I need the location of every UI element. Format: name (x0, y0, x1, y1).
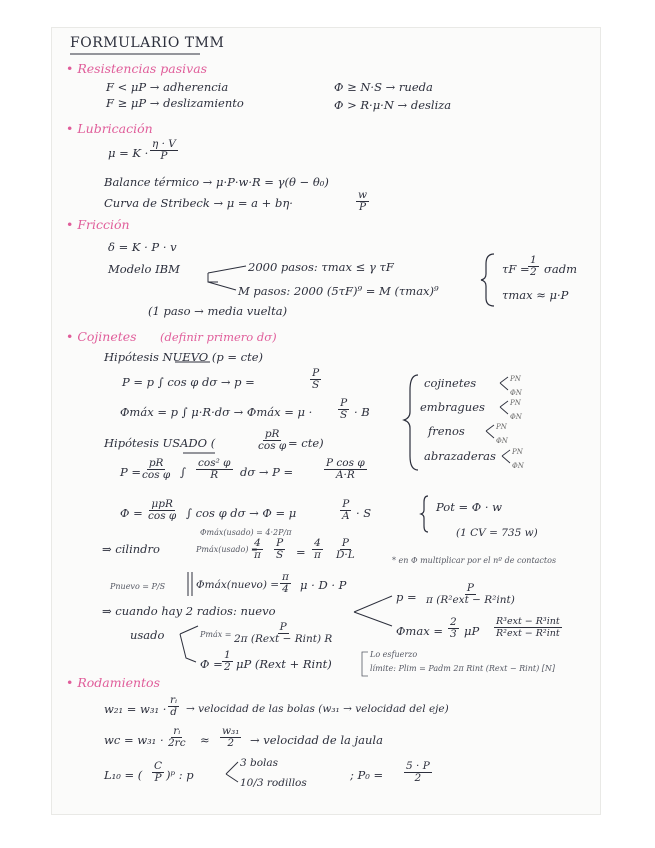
lateral-frenos: frenos (428, 424, 465, 438)
fraction-numerator: μpR (151, 498, 173, 510)
fraction-numerator: 5 · P (406, 760, 430, 772)
formula-balance-termico: Balance térmico → μ·P·w·R = γ(θ − θ₀) (104, 175, 329, 189)
cilindro-label: ⇒ cilindro (102, 542, 160, 556)
dos-radios-p-label: p = (396, 590, 417, 604)
fraction-denominator: S (340, 409, 348, 421)
paso-note: (1 paso → media vuelta) (148, 304, 288, 318)
tau-f-label: τF = (502, 262, 530, 276)
formula-w21-label: w₂₁ = w₃₁ · (104, 702, 167, 716)
fraction-denominator: π (314, 549, 321, 561)
p-nuevo-note: Pnuevo = P/S (110, 582, 166, 591)
formula-wc-fraction-2 (220, 726, 241, 749)
fraction-denominator: 2rc (168, 737, 186, 749)
formula-p-usado-label: P = (120, 465, 142, 479)
fraction-numerator: P (276, 537, 284, 549)
formula-desliza: Φ > R·μ·N → desliza (334, 98, 452, 112)
phi-max-nuevo-box-tail: μ · D · P (300, 578, 347, 592)
lateral-abrazaderas-pn: PN (512, 448, 523, 456)
fraction-numerator: P cos φ (326, 457, 365, 469)
formula-wc-approx: ≈ (200, 733, 210, 747)
section-heading-friccion: • Fricción (66, 217, 130, 232)
fraction-numerator: P (312, 367, 320, 379)
formula-phi-usado-tail: · S (356, 506, 372, 520)
fraction-numerator: 4 (314, 537, 321, 549)
fraction-numerator: P (342, 498, 350, 510)
potencia-formula: Pot = Φ · w (436, 500, 503, 514)
formula-mu-label: μ = K · (108, 146, 149, 160)
dos-radios-phi-ratio (494, 616, 562, 639)
fraction-numerator: R³ext − R³int (496, 616, 560, 627)
formula-phi-usado-result-fraction (340, 499, 352, 522)
cilindro-frac-2 (274, 538, 285, 561)
hipotesis-usado: Hipótesis USADO ( (104, 436, 216, 450)
hipotesis-usado-tail: = cte) (288, 436, 324, 450)
section-heading-rodamientos: • Rodamientos (66, 675, 161, 690)
fraction-denominator: P (358, 201, 367, 213)
dos-radios-phi-label: Φmax = (396, 624, 443, 638)
cilindro-equals: = (296, 545, 306, 559)
fraction-numerator: 2 (450, 616, 457, 628)
cojinetes-heading-note: (definir primero dσ) (160, 330, 277, 344)
section-heading-cojinetes: • Cojinetes (66, 329, 137, 344)
fraction-denominator: 2 (227, 737, 235, 749)
formula-l10-tail: )ᵖ : p (166, 768, 194, 782)
fraction-denominator: S (276, 549, 284, 561)
usado-pmax-label: Pmáx = (200, 630, 232, 639)
lateral-cojinetes: cojinetes (424, 376, 477, 390)
formula-adherencia: F < μP → adherencia (106, 80, 229, 94)
tau-f-fraction (528, 255, 539, 278)
exponent-rodillos: 10/3 rodillos (240, 777, 307, 789)
phi-max-nuevo-box-fraction (280, 572, 291, 595)
hipotesis-nuevo: Hipótesis NUEVO (p = cte) (104, 350, 264, 364)
ibm-branch-m: M pasos: 2000 (5τF)⁹ = M (τmax)⁹ (238, 284, 439, 298)
lateral-embragues-pn: PN (510, 399, 521, 407)
tau-max-approx: τmax ≈ μ·P (502, 288, 569, 302)
ibm-branch-2000: 2000 pasos: τmax ≤ γ τF (248, 260, 394, 274)
cilindro-frac-3 (312, 538, 323, 561)
usado-phi-label: Φ = (200, 657, 223, 671)
fraction-denominator: π (254, 549, 261, 561)
formula-wc-desc: → velocidad de la jaula (250, 733, 383, 747)
fraction-numerator: w (358, 189, 367, 201)
lateral-cojinetes-pn: PN (510, 375, 521, 383)
formula-stribeck-fraction (356, 190, 369, 213)
fraction-denominator: cos φ (142, 469, 171, 481)
lateral-abrazaderas: abrazaderas (424, 449, 496, 463)
formula-p-usado-result-fraction (324, 458, 367, 481)
cilindro-frac-4 (334, 538, 357, 561)
fraction-denominator: P (154, 772, 162, 784)
usado-phi-fraction (222, 650, 233, 673)
formula-wc-label: wc = w₃₁ · (104, 733, 164, 747)
fraction-denominator: R²ext − R²int (496, 628, 560, 639)
fraction-denominator: 2 (224, 661, 231, 673)
formula-phi-max-nuevo-fraction (338, 398, 349, 421)
formula-phi-usado-integral: ∫ cos φ dσ → Φ = μ (186, 506, 297, 520)
fraction-denominator: cos φ (258, 440, 287, 452)
usado-phi-tail: μP (Rext + Rint) (236, 657, 332, 671)
formula-mu-fraction (150, 139, 178, 162)
fraction-denominator: d (170, 706, 177, 718)
fraction-numerator: 1 (530, 254, 537, 266)
fraction-denominator: A (342, 510, 350, 522)
fraction-numerator: rᵢ (173, 725, 181, 737)
lo-esfuerzo-note: Lo esfuerzo (370, 650, 418, 659)
fraction-denominator: S (312, 379, 320, 391)
formula-rueda: Φ ≥ N·S → rueda (334, 80, 433, 94)
fraction-denominator: D·L (336, 549, 355, 561)
fraction-numerator: w₃₁ (222, 725, 240, 737)
hipotesis-usado-fraction (256, 429, 288, 452)
formula-deslizamiento: F ≥ μP → deslizamiento (106, 96, 244, 110)
dos-radios-p-fraction (424, 583, 517, 606)
lateral-abrazaderas-phin: ΦN (512, 462, 524, 470)
formula-l10-fraction (152, 761, 164, 784)
fraction-numerator: pR (264, 428, 280, 440)
cv-conversion: (1 CV = 735 w) (456, 527, 538, 539)
fraction-denominator: 3 (450, 628, 457, 640)
lateral-frenos-phin: ΦN (496, 437, 508, 445)
formula-phi-usado-fraction (146, 499, 178, 522)
formula-w21-desc: → velocidad de las bolas (w₃₁ → velocidad del eje) (186, 703, 449, 715)
phi-max-nuevo-box-label: Φmáx(nuevo) = (196, 579, 280, 591)
formula-phi-max-nuevo: Φmáx = p ∫ μ·R·dσ → Φmáx = μ · (120, 405, 313, 419)
formula-wc-fraction (166, 726, 188, 749)
fraction-denominator: A·R (335, 469, 355, 481)
fraction-numerator: π (282, 571, 289, 583)
lateral-embragues-phin: ΦN (510, 413, 522, 421)
nota-contactos: * en Φ multiplicar por el nº de contactos (392, 556, 557, 565)
formula-phi-usado-label: Φ = (120, 506, 143, 520)
formula-p0-label: ; P₀ = (350, 768, 384, 782)
formula-p-usado-cos-fraction (196, 458, 233, 481)
formula-p-nuevo-fraction (310, 368, 321, 391)
exponent-bolas: 3 bolas (240, 757, 279, 769)
cilindro-pmax-label: Pmáx(usado) = (196, 545, 258, 554)
fraction-numerator: cos² φ (198, 457, 231, 469)
fraction-denominator: 2 (414, 772, 422, 784)
fraction-numerator: pR (148, 457, 164, 469)
fraction-numerator: rᵢ (170, 694, 178, 706)
fraction-denominator: R (210, 469, 219, 481)
fraction-denominator: 2π (Rext − Rint) R (234, 633, 333, 645)
formula-phi-max-nuevo-tail: · B (354, 405, 370, 419)
fraction-numerator: P (340, 397, 348, 409)
formula-w21-fraction (168, 695, 179, 718)
lateral-embragues: embragues (420, 400, 485, 414)
fraction-numerator: 1 (224, 649, 231, 661)
cilindro-top-note: Φmáx(usado) = 4·2P/π (200, 528, 292, 537)
fraction-numerator: P (341, 537, 349, 549)
dos-radios-phi-mid: μP (464, 624, 480, 638)
formula-p-usado-result: dσ → P = (240, 465, 294, 479)
formula-p-usado-fraction (140, 458, 172, 481)
section-heading-resistencias: • Resistencias pasivas (66, 61, 208, 76)
cilindro-frac-1 (252, 538, 263, 561)
formula-stribeck: Curva de Stribeck → μ = a + bη· (104, 196, 293, 210)
fraction-denominator: P (160, 150, 168, 162)
formula-p0-fraction (404, 761, 432, 784)
formula-p-nuevo: P = p ∫ cos φ dσ → p = (122, 375, 255, 389)
usado-label: usado (130, 628, 165, 642)
fraction-numerator: P (466, 582, 474, 594)
page-title: FORMULARIO TMM (70, 35, 225, 51)
fraction-denominator: 4 (282, 583, 289, 595)
fraction-denominator: π (R²ext − R²int) (426, 594, 515, 606)
modelo-ibm-label: Modelo IBM (108, 262, 180, 276)
dos-radios-label: ⇒ cuando hay 2 radios: nuevo (102, 604, 276, 618)
lateral-frenos-pn: PN (496, 423, 507, 431)
limite-note: límite: Plim = Padm 2π Rint (Rext − Rint) [N] (370, 664, 555, 673)
fraction-numerator: P (279, 621, 287, 633)
section-heading-lubricacion: • Lubricación (66, 121, 153, 136)
usado-pmax-fraction (232, 622, 334, 645)
tau-f-tail: σadm (544, 262, 577, 276)
formula-desgaste: δ = K · P · v (108, 240, 177, 254)
fraction-denominator: cos φ (148, 510, 177, 522)
formula-p-usado-integral: ∫ (180, 465, 186, 479)
dos-radios-phi-fraction (448, 617, 459, 640)
fraction-numerator: 4 (254, 537, 261, 549)
lateral-cojinetes-phin: ΦN (510, 389, 522, 397)
fraction-numerator: η · V (152, 138, 176, 150)
fraction-numerator: C (154, 760, 163, 772)
formula-l10-label: L₁₀ = ( (104, 768, 143, 782)
fraction-denominator: 2 (530, 266, 537, 278)
